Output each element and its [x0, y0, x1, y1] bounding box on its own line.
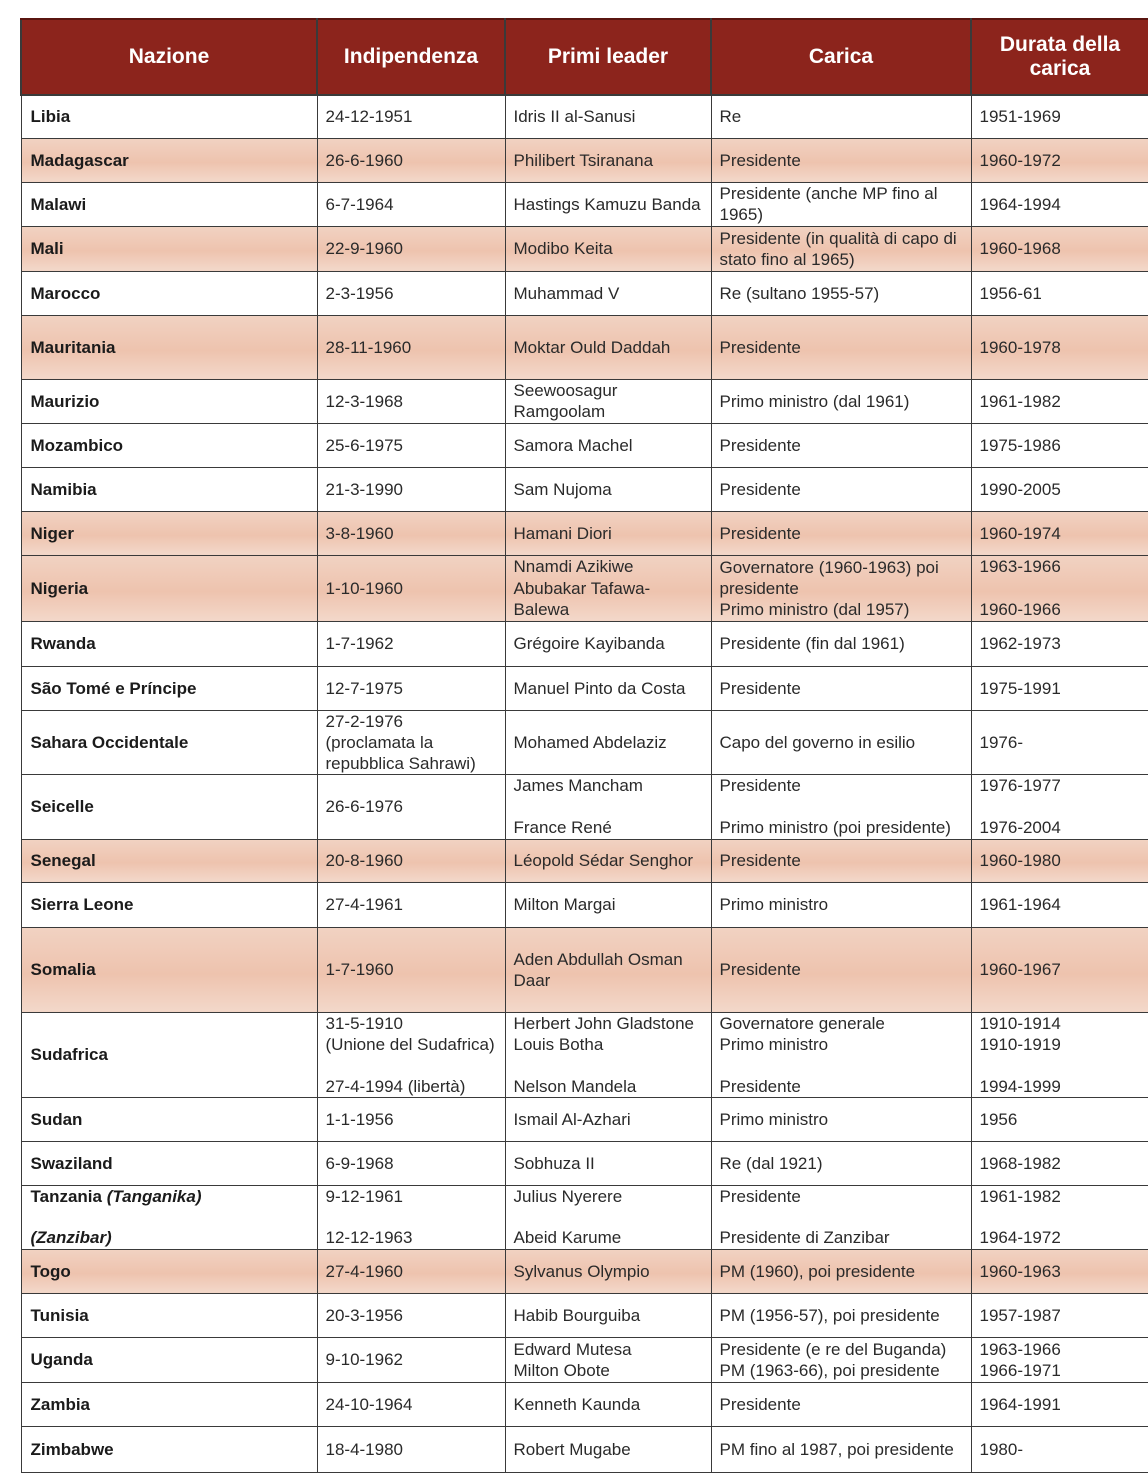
independence-cell: 12-3-1968 — [317, 379, 505, 423]
duration-cell: 1975-1991 — [971, 666, 1148, 710]
independence-line: 9-12-1961 — [325, 1187, 404, 1206]
independence-cell — [317, 1185, 505, 1249]
duration-cell: 1961-1964 — [971, 882, 1148, 927]
leader-line: Julius Nyerere — [513, 1187, 623, 1206]
office-cell: PM (1960), poi presidente — [711, 1249, 971, 1293]
independence-cell: 24-12-1951 — [317, 95, 505, 138]
office-line: Presidente — [719, 776, 801, 795]
nation-cell: Niger — [21, 511, 317, 555]
table-row — [21, 95, 1148, 138]
header-row — [21, 19, 1148, 95]
table-row — [21, 1382, 1148, 1426]
table-row — [21, 1293, 1148, 1337]
duration-line: 1910-1914 — [979, 1013, 1061, 1033]
nation-cell: Mozambico — [21, 423, 317, 467]
duration-cell: 1960-1963 — [971, 1249, 1148, 1293]
table-row — [21, 182, 1148, 226]
duration-line: 1966-1971 — [979, 1360, 1061, 1380]
duration-line: 1963-1966 — [979, 557, 1061, 576]
independence-cell: 26-6-1960 — [317, 138, 505, 182]
office-cell — [711, 774, 971, 839]
leader-cell — [505, 774, 711, 839]
duration-cell: 1957-1987 — [971, 1293, 1148, 1337]
nation-cell: Seicelle — [21, 774, 317, 839]
nation-cell: Zambia — [21, 1382, 317, 1426]
independence-cell: 21-3-1990 — [317, 467, 505, 511]
independence-line: 27-4-1994 (libertà) — [325, 1076, 466, 1096]
duration-cell: 1962-1973 — [971, 621, 1148, 666]
duration-cell: 1960-1978 — [971, 315, 1148, 379]
table-row — [21, 882, 1148, 927]
independence-cell: 18-4-1980 — [317, 1426, 505, 1472]
table-row — [21, 774, 1148, 839]
table-row — [21, 1426, 1148, 1472]
office-line: Primo ministro — [719, 1034, 829, 1054]
table-row — [21, 927, 1148, 1012]
nation-cell: Sudafrica — [21, 1012, 317, 1097]
duration-line: 1964-1972 — [979, 1228, 1061, 1247]
duration-cell: 1956-61 — [971, 271, 1148, 315]
leader-line: Edward Mutesa — [513, 1339, 632, 1359]
duration-line: 1961-1982 — [979, 1187, 1061, 1206]
office-cell: PM fino al 1987, poi presidente — [711, 1426, 971, 1472]
office-cell: Presidente — [711, 511, 971, 555]
duration-cell: 1975-1986 — [971, 423, 1148, 467]
nation-cell: Togo — [21, 1249, 317, 1293]
nation-cell: Rwanda — [21, 621, 317, 666]
leader-line: James Mancham — [513, 776, 643, 795]
nation-subregion: (Zanzibar) — [30, 1228, 112, 1247]
leader-cell: Philibert Tsiranana — [505, 138, 711, 182]
leader-cell: Seewoosagur Ramgoolam — [505, 379, 711, 423]
duration-cell — [971, 1185, 1148, 1249]
independence-cell: 24-10-1964 — [317, 1382, 505, 1426]
table-row — [21, 138, 1148, 182]
independence-line: 12-12-1963 — [325, 1228, 413, 1247]
nation-cell: Tunisia — [21, 1293, 317, 1337]
table-row — [21, 555, 1148, 621]
table-row — [21, 1185, 1148, 1249]
leader-cell: Idris II al-Sanusi — [505, 95, 711, 138]
leader-cell: Samora Machel — [505, 423, 711, 467]
independence-cell: 27-4-1960 — [317, 1249, 505, 1293]
independence-cell: 27-4-1961 — [317, 882, 505, 927]
leader-cell: Sobhuza II — [505, 1141, 711, 1185]
office-cell: Re (sultano 1955-57) — [711, 271, 971, 315]
leaders-table-sheet — [20, 18, 1148, 1473]
duration-cell: 1964-1991 — [971, 1382, 1148, 1426]
office-cell: Presidente — [711, 666, 971, 710]
office-cell: Presidente — [711, 1382, 971, 1426]
independence-line: 31-5-1910 — [325, 1013, 404, 1033]
duration-cell: 1968-1982 — [971, 1141, 1148, 1185]
header-nation: Nazione — [21, 19, 317, 95]
duration-cell: 1980- — [971, 1426, 1148, 1472]
leader-cell: Moktar Ould Daddah — [505, 315, 711, 379]
independence-cell: 1-7-1960 — [317, 927, 505, 1012]
leader-cell: Hamani Diori — [505, 511, 711, 555]
duration-cell — [971, 555, 1148, 621]
independence-cell: 1-10-1960 — [317, 555, 505, 621]
table-row — [21, 423, 1148, 467]
independence-cell: 9-10-1962 — [317, 1337, 505, 1382]
leader-cell — [505, 555, 711, 621]
table-row — [21, 1337, 1148, 1382]
nation-cell: Maurizio — [21, 379, 317, 423]
duration-cell: 1960-1967 — [971, 927, 1148, 1012]
nation-cell: Zimbabwe — [21, 1426, 317, 1472]
leader-line: Nnamdi Azikiwe — [513, 557, 634, 576]
leader-cell: Léopold Sédar Senghor — [505, 839, 711, 882]
header-leaders: Primi leader — [505, 19, 711, 95]
office-line: Primo ministro (dal 1957) — [719, 599, 910, 619]
nation-cell: Sahara Occidentale — [21, 710, 317, 774]
office-line: Presidente — [719, 1187, 801, 1206]
leader-cell: Hastings Kamuzu Banda — [505, 182, 711, 226]
independence-cell: 6-9-1968 — [317, 1141, 505, 1185]
office-line: Presidente — [719, 1076, 801, 1096]
leader-cell: Grégoire Kayibanda — [505, 621, 711, 666]
leader-cell: Sylvanus Olympio — [505, 1249, 711, 1293]
nation-cell: Marocco — [21, 271, 317, 315]
leader-line: Milton Obote — [513, 1360, 610, 1380]
leader-line: Abeid Karume — [513, 1228, 622, 1247]
nation-subregion: (Tanganika) — [106, 1187, 202, 1206]
nation-cell: Mali — [21, 226, 317, 271]
leader-line: Abubakar Tafawa-Balewa — [513, 579, 651, 619]
office-line: PM (1963-66), poi presidente — [719, 1360, 940, 1380]
leader-line: Herbert John Gladstone — [513, 1013, 694, 1033]
duration-line: 1910-1919 — [979, 1034, 1061, 1054]
leader-cell — [505, 1337, 711, 1382]
table-row — [21, 511, 1148, 555]
office-cell: PM (1956-57), poi presidente — [711, 1293, 971, 1337]
office-cell: Presidente — [711, 138, 971, 182]
leader-line: Louis Botha — [513, 1034, 604, 1054]
table-row — [21, 315, 1148, 379]
office-cell: Primo ministro (dal 1961) — [711, 379, 971, 423]
leader-cell: Milton Margai — [505, 882, 711, 927]
nation-cell: Somalia — [21, 927, 317, 1012]
leader-cell: Habib Bourguiba — [505, 1293, 711, 1337]
table-row — [21, 467, 1148, 511]
nation-cell — [21, 1185, 317, 1249]
independence-cell: 2-3-1956 — [317, 271, 505, 315]
independence-cell — [317, 1012, 505, 1097]
office-cell: Presidente — [711, 467, 971, 511]
leader-cell: Aden Abdullah Osman Daar — [505, 927, 711, 1012]
independence-cell: 25-6-1975 — [317, 423, 505, 467]
office-cell: Presidente (fin dal 1961) — [711, 621, 971, 666]
leader-cell: Modibo Keita — [505, 226, 711, 271]
nation-cell: Senegal — [21, 839, 317, 882]
office-cell: Presidente (anche MP fino al 1965) — [711, 182, 971, 226]
leader-cell: Robert Mugabe — [505, 1426, 711, 1472]
header-duration: Durata della carica — [971, 19, 1148, 95]
office-line: Governatore generale — [719, 1013, 885, 1033]
office-cell: Primo ministro — [711, 882, 971, 927]
leader-cell: Manuel Pinto da Costa — [505, 666, 711, 710]
header-independence: Indipendenza — [317, 19, 505, 95]
table-row — [21, 1012, 1148, 1097]
independence-cell: 3-8-1960 — [317, 511, 505, 555]
nation-cell: Swaziland — [21, 1141, 317, 1185]
table-row — [21, 271, 1148, 315]
duration-cell: 1990-2005 — [971, 467, 1148, 511]
table-row — [21, 710, 1148, 774]
table-row — [21, 1097, 1148, 1141]
independence-cell: 27-2-1976 (proclamata la repubblica Sahrawi) — [317, 710, 505, 774]
office-line: Primo ministro (poi presidente) — [719, 818, 951, 837]
african-leaders-table — [20, 18, 1148, 1473]
office-cell: Presidente — [711, 927, 971, 1012]
office-cell: Re — [711, 95, 971, 138]
independence-cell: 6-7-1964 — [317, 182, 505, 226]
leader-cell — [505, 1012, 711, 1097]
independence-cell: 26-6-1976 — [317, 774, 505, 839]
duration-cell: 1951-1969 — [971, 95, 1148, 138]
duration-line: 1960-1966 — [979, 600, 1061, 619]
duration-cell: 1961-1982 — [971, 379, 1148, 423]
duration-cell: 1960-1980 — [971, 839, 1148, 882]
leader-cell: Muhammad V — [505, 271, 711, 315]
office-cell: Presidente — [711, 315, 971, 379]
independence-cell: 1-7-1962 — [317, 621, 505, 666]
office-line: Presidente di Zanzibar — [719, 1228, 890, 1247]
duration-cell — [971, 774, 1148, 839]
independence-cell: 20-8-1960 — [317, 839, 505, 882]
independence-cell: 20-3-1956 — [317, 1293, 505, 1337]
nation-cell: São Tomé e Príncipe — [21, 666, 317, 710]
table-row — [21, 666, 1148, 710]
leader-line: France René — [513, 818, 612, 837]
office-cell: Presidente (in qualità di capo di stato fino al 1965) — [711, 226, 971, 271]
nation-cell: Malawi — [21, 182, 317, 226]
leader-cell — [505, 1185, 711, 1249]
nation-cell: Nigeria — [21, 555, 317, 621]
leader-cell: Kenneth Kaunda — [505, 1382, 711, 1426]
duration-cell — [971, 1012, 1148, 1097]
nation-cell: Namibia — [21, 467, 317, 511]
office-cell — [711, 1337, 971, 1382]
duration-line: 1976-2004 — [979, 818, 1061, 837]
duration-line: 1994-1999 — [979, 1076, 1061, 1096]
duration-cell: 1960-1968 — [971, 226, 1148, 271]
independence-cell: 12-7-1975 — [317, 666, 505, 710]
leader-cell: Sam Nujoma — [505, 467, 711, 511]
nation-cell: Madagascar — [21, 138, 317, 182]
nation-cell: Libia — [21, 95, 317, 138]
nation-name: Tanzania — [30, 1187, 102, 1206]
nation-cell: Mauritania — [21, 315, 317, 379]
independence-line: (Unione del Sudafrica) — [325, 1034, 495, 1054]
duration-cell: 1976- — [971, 710, 1148, 774]
office-line: Presidente (e re del Buganda) — [719, 1339, 947, 1359]
table-row — [21, 379, 1148, 423]
office-cell — [711, 1012, 971, 1097]
independence-cell: 22-9-1960 — [317, 226, 505, 271]
office-line: Governatore (1960-1963) poi presidente — [719, 557, 939, 598]
duration-line: 1963-1966 — [979, 1339, 1061, 1359]
table-row — [21, 226, 1148, 271]
table-row — [21, 839, 1148, 882]
nation-cell: Sierra Leone — [21, 882, 317, 927]
office-cell — [711, 555, 971, 621]
nation-cell: Uganda — [21, 1337, 317, 1382]
table-row — [21, 1249, 1148, 1293]
office-cell: Presidente — [711, 423, 971, 467]
duration-cell: 1960-1972 — [971, 138, 1148, 182]
nation-cell: Sudan — [21, 1097, 317, 1141]
duration-cell: 1956 — [971, 1097, 1148, 1141]
office-cell: Capo del governo in esilio — [711, 710, 971, 774]
duration-cell: 1964-1994 — [971, 182, 1148, 226]
independence-cell: 1-1-1956 — [317, 1097, 505, 1141]
office-cell: Re (dal 1921) — [711, 1141, 971, 1185]
leader-cell: Ismail Al-Azhari — [505, 1097, 711, 1141]
office-cell — [711, 1185, 971, 1249]
table-row — [21, 1141, 1148, 1185]
independence-cell: 28-11-1960 — [317, 315, 505, 379]
leader-cell: Mohamed Abdelaziz — [505, 710, 711, 774]
office-cell: Primo ministro — [711, 1097, 971, 1141]
duration-line: 1976-1977 — [979, 776, 1061, 795]
leader-line: Nelson Mandela — [513, 1076, 637, 1096]
duration-cell — [971, 1337, 1148, 1382]
table-row — [21, 621, 1148, 666]
duration-cell: 1960-1974 — [971, 511, 1148, 555]
header-office: Carica — [711, 19, 971, 95]
office-cell: Presidente — [711, 839, 971, 882]
